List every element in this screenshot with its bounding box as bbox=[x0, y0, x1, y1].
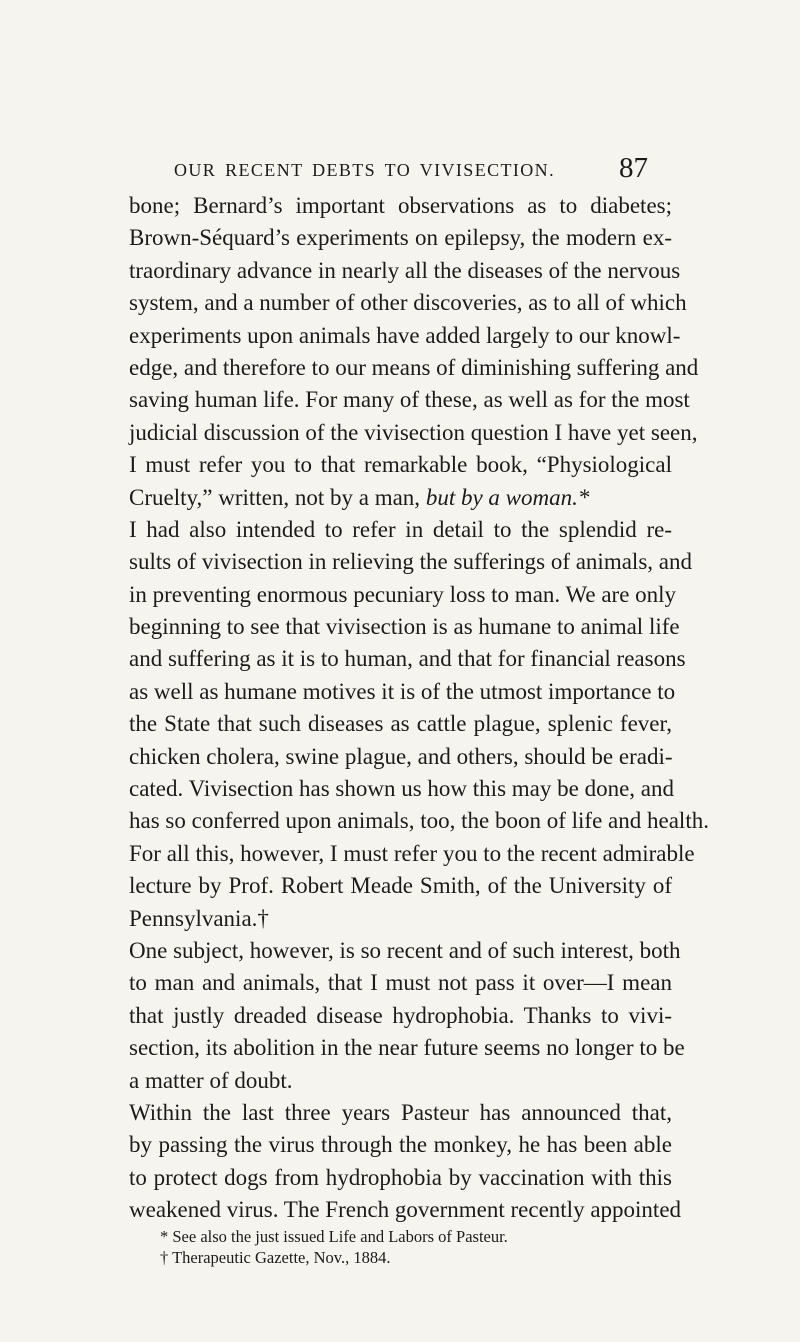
text-line: a matter of doubt. bbox=[129, 1067, 293, 1093]
text-line: to protect dogs from hydrophobia by vaccination with this bbox=[129, 1164, 672, 1190]
text-line: as well as humane motives it is of the utmost importance to bbox=[129, 678, 676, 704]
text-line: experiments upon animals have added largely to our knowl- bbox=[129, 322, 681, 348]
text-line: by passing the virus through the monkey, he has been able bbox=[129, 1132, 672, 1158]
text-line: edge, and therefore to our means of diminishing suffering and bbox=[129, 354, 699, 380]
text-line: bone; Bernard’s important observations as to diabetes; bbox=[129, 193, 672, 218]
text-segment: Cruelty,” written, not by a man, bbox=[129, 484, 426, 510]
footnotes bbox=[160, 1226, 660, 1268]
text-line: to man and animals, that I must not pass it over—I mean bbox=[129, 970, 672, 996]
text-line: saving human life. For many of these, as well as for the most bbox=[129, 387, 690, 413]
footnote: * See also the just issued Life and Labors of Pasteur. bbox=[160, 1227, 508, 1246]
italic-segment: but by a woman.* bbox=[425, 484, 590, 510]
body-text bbox=[129, 190, 709, 1227]
running-head bbox=[0, 152, 800, 192]
text-line: that justly dreaded disease hydrophobia. Thanks to vivi- bbox=[129, 1002, 672, 1028]
text-line: and suffering as it is to human, and that for financial reasons bbox=[129, 646, 686, 672]
text-line: in preventing enormous pecuniary loss to man. We are only bbox=[129, 581, 677, 607]
text-line: I must refer you to that remarkable book, “Physiological bbox=[129, 452, 672, 478]
text-line: Brown-Séquard’s experiments on epilepsy, the modern ex- bbox=[129, 225, 672, 251]
text-line: traordinary advance in nearly all the diseases of the nervous bbox=[129, 257, 681, 283]
text-line: lecture by Prof. Robert Meade Smith, of the University of bbox=[129, 873, 672, 899]
text-line: judicial discussion of the vivisection question I have yet seen, bbox=[129, 419, 698, 445]
text-line: Within the last three years Pasteur has announced that, bbox=[129, 1099, 672, 1125]
text-line: Pennsylvania.† bbox=[129, 905, 269, 931]
text-line: cated. Vivisection has shown us how this may be done, and bbox=[129, 776, 674, 802]
text-line: sults of vivisection in relieving the sufferings of animals, and bbox=[129, 549, 692, 575]
text-line: has so conferred upon animals, too, the boon of life and health. bbox=[129, 808, 709, 834]
running-title: OUR RECENT DEBTS TO VIVISECTION. bbox=[174, 160, 555, 180]
text-line: weakened virus. The French government recently appointed bbox=[129, 1197, 682, 1223]
page-number: 87 bbox=[619, 152, 648, 184]
text-line: system, and a number of other discoveries, as to all of which bbox=[129, 290, 687, 316]
text-line: For all this, however, I must refer you to the recent admirable bbox=[129, 840, 695, 866]
text-line: chicken cholera, swine plague, and others, should be eradi- bbox=[129, 743, 673, 769]
text-line: One subject, however, is so recent and of such interest, both bbox=[129, 937, 681, 963]
text-line: beginning to see that vivisection is as humane to animal life bbox=[129, 614, 680, 640]
text-line: I had also intended to refer in detail to the splendid re- bbox=[129, 516, 672, 542]
text-line: the State that such diseases as cattle plague, splenic fever, bbox=[129, 711, 672, 737]
text-line bbox=[129, 482, 672, 514]
text-line: section, its abolition in the near future seems no longer to be bbox=[129, 1035, 685, 1061]
footnote: † Therapeutic Gazette, Nov., 1884. bbox=[160, 1248, 391, 1267]
